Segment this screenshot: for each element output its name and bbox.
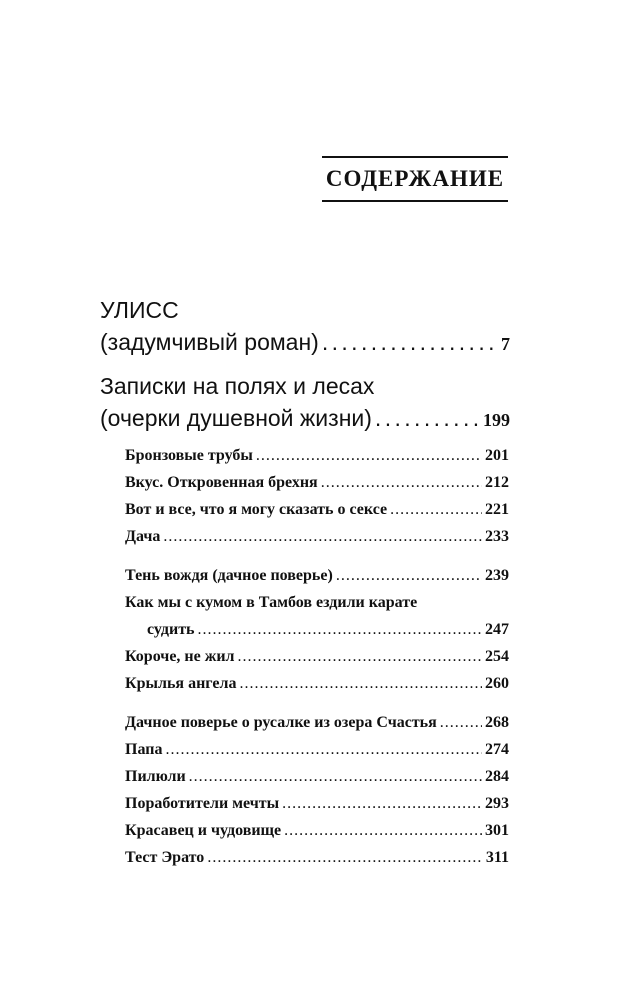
part-subtitle: (задумчивый роман) xyxy=(100,329,319,355)
entry-title-line2: судить xyxy=(147,621,195,638)
dot-leader xyxy=(375,402,480,434)
page-number: 311 xyxy=(485,849,509,866)
entry-title: Поработители мечты xyxy=(125,795,280,812)
dot-leader xyxy=(163,523,482,550)
dot-leader xyxy=(207,844,483,871)
toc-entry[interactable] xyxy=(125,817,509,844)
page-number: 254 xyxy=(485,648,509,665)
page-number: 221 xyxy=(485,501,509,518)
toc-list xyxy=(125,442,509,871)
page-number: 7 xyxy=(501,334,510,354)
contents-heading: СОДЕРЖАНИЕ xyxy=(322,156,508,202)
entry-title: Красавец и чудовище xyxy=(125,822,282,839)
toc-entry[interactable] xyxy=(125,523,509,550)
dot-leader xyxy=(336,562,482,589)
toc-entry[interactable] xyxy=(125,496,509,523)
section-gap xyxy=(125,697,509,709)
entry-title: Короче, не жил xyxy=(125,648,235,665)
dot-leader xyxy=(390,496,482,523)
dot-leader xyxy=(256,442,482,469)
toc-entry[interactable] xyxy=(125,643,509,670)
dot-leader xyxy=(165,736,482,763)
part-title: УЛИСС xyxy=(100,297,179,323)
dot-leader xyxy=(322,326,498,358)
toc-entry[interactable] xyxy=(125,562,509,589)
page-number: 247 xyxy=(485,621,509,638)
entry-title: Тень вождя (дачное поверье) xyxy=(125,567,333,584)
dot-leader xyxy=(238,643,482,670)
entry-title: Крылья ангела xyxy=(125,675,237,692)
toc-entry[interactable] xyxy=(125,844,509,871)
toc-entry[interactable] xyxy=(125,763,509,790)
part-notes xyxy=(100,370,510,434)
dot-leader xyxy=(239,670,482,697)
entry-title: Бронзовые трубы xyxy=(125,447,253,464)
page-number: 260 xyxy=(485,675,509,692)
part-title: Записки на полях и лесах xyxy=(100,373,375,399)
section-gap xyxy=(125,550,509,562)
toc-entry[interactable] xyxy=(125,670,509,697)
dot-leader xyxy=(189,763,482,790)
part-ulysses xyxy=(100,294,510,358)
page-number: 212 xyxy=(485,474,509,491)
part-subtitle: (очерки душевной жизни) xyxy=(100,405,372,431)
dot-leader xyxy=(440,709,482,736)
entry-title-line1: Как мы с кумом в Тамбов ездили карате xyxy=(125,594,418,611)
entry-title: Тест Эрато xyxy=(125,849,205,866)
entry-title: Вот и все, что я могу сказать о сексе xyxy=(125,501,388,518)
toc-entry[interactable] xyxy=(125,790,509,817)
entry-title: Вкус. Откровенная брехня xyxy=(125,474,318,491)
page-number: 284 xyxy=(485,768,509,785)
dot-leader xyxy=(284,817,482,844)
part-subtitle-row xyxy=(100,326,510,358)
dot-leader xyxy=(321,469,482,496)
entry-title: Дачное поверье о русалке из озера Счастья xyxy=(125,714,437,731)
dot-leader xyxy=(198,616,482,643)
dot-leader xyxy=(282,790,482,817)
entry-continuation xyxy=(125,616,509,643)
entry-title: Дача xyxy=(125,528,161,545)
page-number: 274 xyxy=(485,741,509,758)
page-number: 301 xyxy=(485,822,509,839)
toc-entry[interactable] xyxy=(125,442,509,469)
toc-entry[interactable] xyxy=(125,736,509,763)
page-number: 268 xyxy=(485,714,509,731)
page-number: 233 xyxy=(485,528,509,545)
toc-entry[interactable] xyxy=(125,469,509,496)
part-subtitle-row xyxy=(100,402,510,434)
page-number: 239 xyxy=(485,567,509,584)
entry-title: Пилюли xyxy=(125,768,186,785)
page-number: 199 xyxy=(483,410,510,430)
entry-title: Папа xyxy=(125,741,163,758)
toc-entry[interactable] xyxy=(125,709,509,736)
page-number: 293 xyxy=(485,795,509,812)
toc-entry-multiline[interactable] xyxy=(125,589,509,643)
page-number: 201 xyxy=(485,447,509,464)
